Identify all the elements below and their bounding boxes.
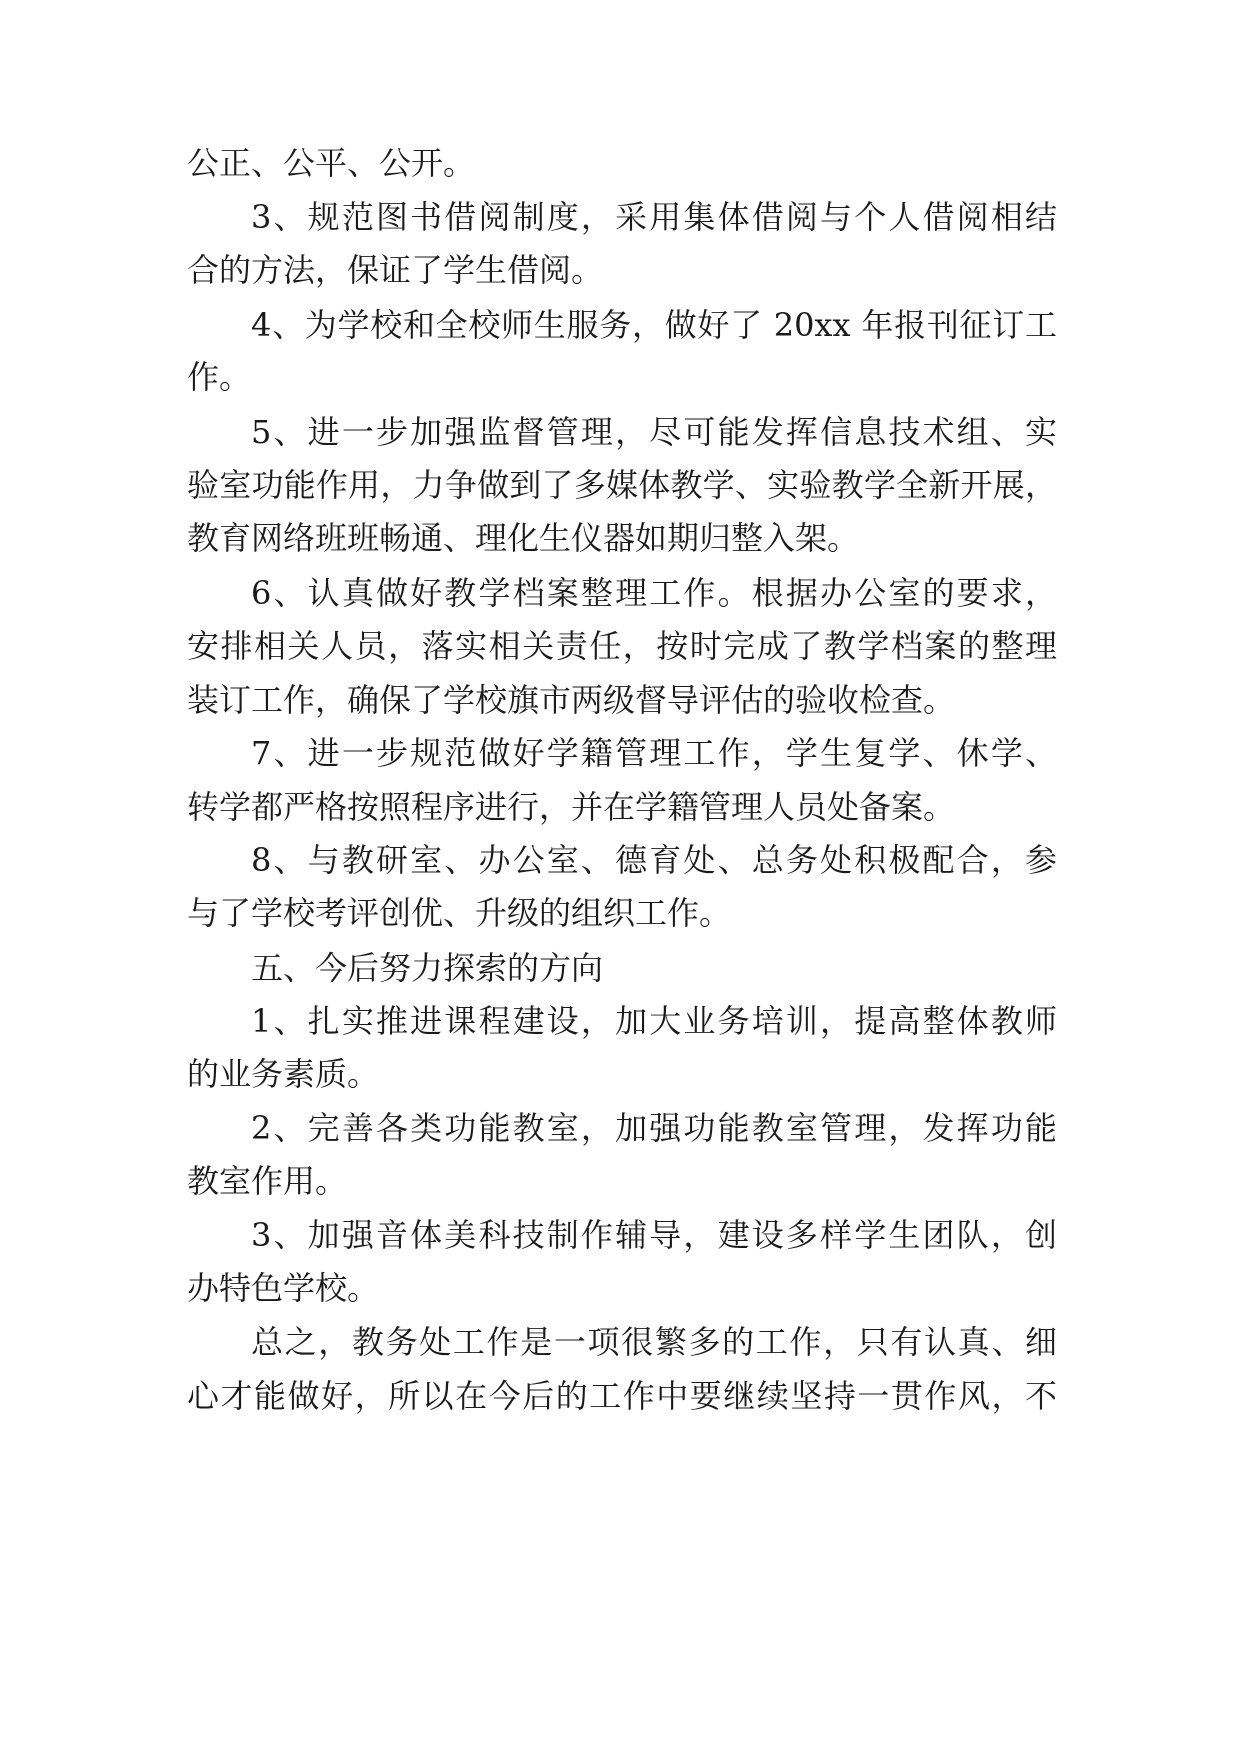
- text-line: 办特色学校。: [187, 1269, 380, 1307]
- text-line: 3、规范图书借阅制度，采用集体借阅与个人借阅相结: [251, 198, 1057, 236]
- text-line: 3、加强音体美科技制作辅导，建设多样学生团队，创: [251, 1216, 1057, 1254]
- text-line: 6、认真做好教学档案整理工作。根据办公室的要求，: [251, 574, 1057, 612]
- text-line: 合的方法，保证了学生借阅。: [187, 251, 604, 289]
- text-line: 安排相关人员，落实相关责任，按时完成了教学档案的整理: [187, 627, 1057, 665]
- text-line: 教室作用。: [187, 1162, 348, 1200]
- text-line: 1、扎实推进课程建设，加大业务培训，提高整体教师: [251, 1002, 1057, 1040]
- text-line: 与了学校考评创优、升级的组织工作。: [187, 894, 732, 932]
- text-line: 5、进一步加强监督管理，尽可能发挥信息技术组、实: [251, 413, 1057, 451]
- text-line: 公正、公平、公开。: [187, 144, 476, 182]
- text-line: 7、进一步规范做好学籍管理工作，学生复学、休学、: [251, 734, 1057, 772]
- text-line: 8、与教研室、办公室、德育处、总务处积极配合，参: [251, 841, 1057, 879]
- text-line: 转学都严格按照程序进行，并在学籍管理人员处备案。: [187, 788, 956, 826]
- text-line: 装订工作，确保了学校旗市两级督导评估的验收检查。: [187, 681, 956, 719]
- text-line: 2、完善各类功能教室，加强功能教室管理，发挥功能: [251, 1109, 1057, 1147]
- text-line: 验室功能作用，力争做到了多媒体教学、实验教学全新开展，: [187, 466, 1057, 504]
- text-line: 4、为学校和全校师生服务，做好了 20xx 年报刊征订工: [251, 306, 1057, 344]
- text-line: 心才能做好，所以在今后的工作中要继续坚持一贯作风，不: [187, 1377, 1057, 1415]
- section-heading: 五、今后努力探索的方向: [251, 949, 604, 987]
- text-line: 的业务素质。: [187, 1055, 380, 1093]
- text-line: 总之，教务处工作是一项很繁多的工作，只有认真、细: [251, 1323, 1057, 1361]
- text-line: 作。: [187, 358, 252, 396]
- text-line: 教育网络班班畅通、理化生仪器如期归整入架。: [187, 519, 860, 557]
